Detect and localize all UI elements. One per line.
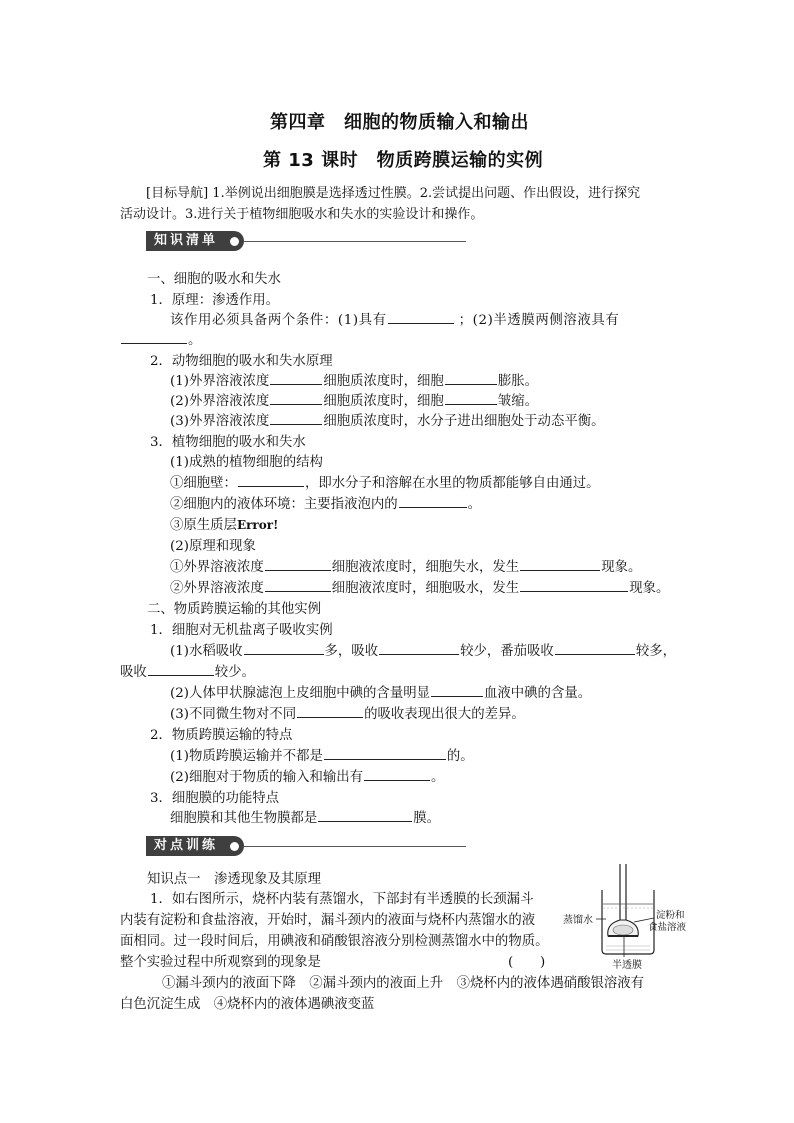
- text: 现象。: [629, 581, 670, 596]
- q-1-2: [170, 682, 591, 701]
- text: 的。: [446, 749, 474, 764]
- item-3-2a: [170, 556, 641, 575]
- blank[interactable]: [270, 410, 322, 425]
- q-3: 3．细胞膜的功能特点: [150, 791, 280, 806]
- exercise-1-line-3: 面相同。过一段时间后，用碘液和硝酸银溶液分别检测蒸馏水中的物质。: [120, 934, 549, 949]
- item-1: 1．原理：渗透作用。: [150, 293, 280, 308]
- text: 较少。: [214, 665, 255, 680]
- blank[interactable]: [520, 556, 600, 571]
- text: 血液中碘的含量。: [484, 686, 592, 701]
- blank[interactable]: [121, 329, 187, 344]
- item-3: 3．植物细胞的吸水和失水: [150, 435, 306, 450]
- text: ，即水分子和溶解在水里的物质都能够自由通过。: [304, 476, 600, 491]
- text: 皱缩。: [497, 394, 538, 409]
- text: (3)不同微生物对不同: [170, 707, 297, 722]
- text: (2)外界溶液浓度: [170, 394, 270, 409]
- text: (1)物质跨膜运输并不都是: [170, 749, 323, 764]
- q-2: 2．物质跨膜运输的特点: [150, 728, 293, 743]
- blank[interactable]: [388, 309, 454, 324]
- text: 较少，番茄吸收: [460, 644, 554, 659]
- blank[interactable]: [270, 370, 322, 385]
- heading-2: 二、物质跨膜运输的其他实例: [147, 602, 322, 617]
- blank[interactable]: [265, 577, 331, 592]
- exercise-1-line-6: 白色沉淀生成 ④烧杯内的液体遇碘液变蓝: [120, 997, 375, 1012]
- blank[interactable]: [297, 703, 363, 718]
- lesson-title: 第 13 课时 物质跨膜运输的实例: [263, 150, 544, 171]
- section-header-practice: [146, 836, 466, 856]
- exercise-1-line-1: 1．如右图所示，烧杯内装有蒸馏水，下部封有半透膜的长颈漏斗: [150, 892, 534, 907]
- label-solution-2: 食盐溶液: [648, 922, 687, 933]
- text: 吸收: [120, 665, 147, 680]
- text: 较多，: [635, 644, 676, 659]
- text: ②外界溶液浓度: [170, 581, 264, 596]
- item-1a-cont: [120, 329, 201, 348]
- text: 。: [431, 770, 445, 785]
- item-3-1c: [170, 514, 278, 533]
- knowledge-point-1: 知识点一 渗透现象及其原理: [147, 872, 322, 887]
- blank[interactable]: [364, 766, 430, 781]
- blank[interactable]: [431, 682, 483, 697]
- goal-line-1: [146, 182, 640, 201]
- heading-1: 一、细胞的吸水和失水: [147, 272, 281, 287]
- section-dot-icon: [230, 237, 239, 246]
- section-divider: [244, 846, 466, 847]
- text: 的吸收表现出很大的差异。: [364, 707, 525, 722]
- text: (1)外界溶液浓度: [170, 374, 270, 389]
- blank[interactable]: [555, 640, 635, 655]
- label-solution-1: 淀粉和: [656, 910, 685, 921]
- text: 。: [188, 333, 202, 348]
- section-pill: 对点训练: [146, 836, 244, 856]
- item-3-1: (1)成熟的植物细胞的结构: [170, 455, 323, 470]
- answer-parentheses[interactable]: ( ): [508, 955, 546, 970]
- q-3-a: [170, 807, 440, 826]
- text: 该作用必须具备两个条件：(1)具有: [170, 313, 387, 328]
- text: 。: [467, 497, 482, 512]
- q-2-2: [170, 766, 444, 785]
- goal-line-2: 活动设计。3.进行关于植物细胞吸水和失水的实验设计和操作。: [120, 207, 484, 222]
- osmosis-figure: [562, 862, 694, 972]
- blank[interactable]: [324, 745, 446, 760]
- text: 细胞液浓度时，细胞吸水，发生: [331, 581, 520, 596]
- item-3-2: (2)原理和现象: [170, 539, 256, 554]
- q-1-3: [170, 703, 525, 722]
- section-pill: 知识清单: [146, 231, 244, 251]
- q-1-1: [170, 640, 676, 659]
- blank[interactable]: [270, 390, 322, 405]
- goal-label: [目标导航]: [146, 186, 209, 201]
- text: (1)水稻吸收: [170, 644, 243, 659]
- text: (2)细胞对于物质的输入和输出有: [170, 770, 364, 785]
- section-divider: [244, 241, 466, 242]
- q-1: 1．细胞对无机盐离子吸收实例: [150, 623, 333, 638]
- funnel-bulb-inner: [613, 925, 633, 935]
- item-3-1b: [170, 493, 481, 512]
- blank[interactable]: [399, 493, 467, 508]
- blank[interactable]: [445, 390, 497, 405]
- text: 细胞膜和其他生物膜都是: [170, 811, 318, 826]
- exercise-1-line-2: 内装有淀粉和食盐溶液，开始时，漏斗颈内的液面与烧杯内蒸馏水的液: [120, 913, 536, 928]
- text: (2)人体甲状腺滤泡上皮细胞中碘的含量明显: [170, 686, 430, 701]
- text: ①外界溶液浓度: [170, 560, 264, 575]
- item-3-2b: [170, 577, 669, 596]
- text: ②细胞内的液体环境：主要指液泡内的: [170, 497, 398, 512]
- text: 细胞液浓度时，细胞失水，发生: [331, 560, 520, 575]
- label-water: 蒸馏水: [563, 915, 593, 926]
- section-dot-icon: [230, 842, 239, 851]
- blank[interactable]: [148, 661, 214, 676]
- text: ；(2)半透膜两侧溶液具有: [458, 313, 620, 328]
- error-text: Error!: [236, 518, 279, 532]
- exercise-1-line-4: 整个实验过程中所观察到的现象是: [120, 955, 321, 970]
- text: 细胞质浓度时，水分子进出细胞处于动态平衡。: [323, 414, 605, 429]
- item-2: 2．动物细胞的吸水和失水原理: [150, 354, 333, 369]
- section-header-knowledge: [146, 231, 466, 251]
- item-2-2: [170, 390, 538, 409]
- blank[interactable]: [318, 807, 412, 822]
- text: 现象。: [601, 560, 642, 575]
- q-1-1-cont: [120, 661, 255, 680]
- item-3-1a: [170, 472, 600, 491]
- item-2-3: [170, 410, 605, 429]
- text: ①细胞壁：: [170, 476, 237, 491]
- text: ③原生质层: [170, 518, 237, 533]
- goal-text-1: 1.举例说出细胞膜是选择透过性膜。2.尝试提出问题、作出假设，进行探究: [212, 186, 641, 201]
- item-1a: [170, 309, 619, 328]
- blank[interactable]: [520, 577, 628, 592]
- blank[interactable]: [445, 370, 497, 385]
- blank[interactable]: [379, 640, 459, 655]
- blank[interactable]: [265, 556, 331, 571]
- q-2-1: [170, 745, 474, 764]
- label-membrane: 半透膜: [612, 960, 642, 971]
- blank[interactable]: [238, 472, 304, 487]
- text: 细胞质浓度时，细胞: [323, 374, 444, 389]
- text: 膜。: [413, 811, 441, 826]
- text: 细胞质浓度时，细胞: [323, 394, 444, 409]
- text: 多，吸收: [324, 644, 379, 659]
- exercise-1-line-5: ①漏斗颈内的液面下降 ②漏斗颈内的液面上升 ③烧杯内的液体遇硝酸银溶液有: [162, 976, 645, 991]
- blank[interactable]: [244, 640, 324, 655]
- item-2-1: [170, 370, 538, 389]
- chapter-title: 第四章 细胞的物质输入和输出: [270, 112, 529, 133]
- text: (3)外界溶液浓度: [170, 414, 270, 429]
- text: 膨胀。: [497, 374, 538, 389]
